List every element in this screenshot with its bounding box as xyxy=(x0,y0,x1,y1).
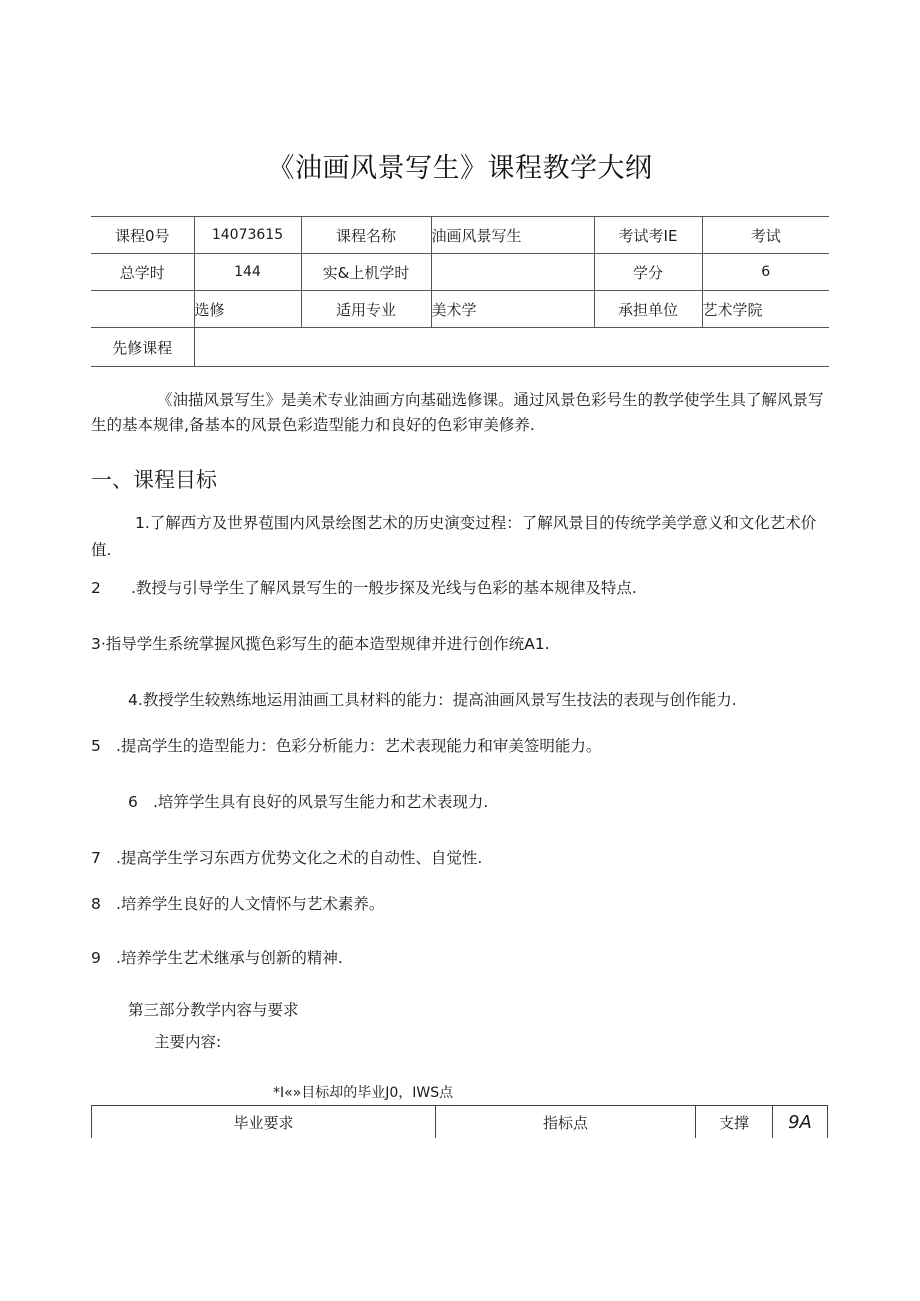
objective-item-6 xyxy=(128,790,488,812)
objective-text: .培养学生艺术继承与创新的精神. xyxy=(116,949,343,967)
course-code-label: 课程0号 xyxy=(91,217,194,254)
objective-item-1 xyxy=(91,510,833,564)
lab-hours-value xyxy=(431,254,594,291)
table-row xyxy=(91,254,829,291)
objective-text: .提高学生的造型能力：色彩分析能力：艺术表现能力和审美签明能力。 xyxy=(116,737,602,755)
objective-item-4 xyxy=(128,688,737,710)
objective-number: 2 xyxy=(91,579,101,597)
table-row xyxy=(91,328,829,367)
credits-value: 6 xyxy=(702,254,829,291)
objective-text: .教授学生较熟练地运用油画工具材料的能力：提高油画风景写生技法的表现与创作能力. xyxy=(137,691,737,709)
main-content-label: 主要内容: xyxy=(154,1033,222,1051)
objective-item-8 xyxy=(91,892,384,914)
objective-number: 7 xyxy=(91,849,101,867)
objective-number: 5 xyxy=(91,737,101,755)
part3-heading: 第三部分教学内容与要求 xyxy=(128,1001,299,1019)
objective-number: 1 xyxy=(135,514,145,532)
objective-text: .了解西方及世界苞围内风景绘图艺术的历史演变过程：了解风景目的传统学美学意义和文化艺术价值. xyxy=(91,514,817,559)
course-type-value: 选修 xyxy=(194,291,301,328)
prerequisite-label: 先修课程 xyxy=(91,328,194,367)
objective-item-2 xyxy=(91,576,637,598)
objective-number: 3 xyxy=(91,635,101,653)
major-label: 适用专业 xyxy=(301,291,431,328)
credits-label: 学分 xyxy=(594,254,702,291)
objective-text: ·指导学生系统掌握风揽色彩写生的葩本造型规律并进行创作统A1. xyxy=(100,635,550,653)
department-value: 艺术学院 xyxy=(702,291,829,328)
col-header-requirement: 毕业要求 xyxy=(92,1106,436,1139)
course-intro-paragraph: 《油描风景写生》是美术专业油画方向基础选修课。通过风景色彩号生的教学使学生具了解风景写生的基本规律,备基本的风景色彩造型能力和良好的色彩审美修养. xyxy=(91,391,824,434)
objective-item-3 xyxy=(91,632,550,654)
course-type-label xyxy=(91,291,194,328)
table-row xyxy=(91,217,829,254)
objective-text: .教授与引导学生了解风景写生的一般步探及光线与色彩的基本规律及特点. xyxy=(131,579,637,597)
section-heading-objectives: 一、课程目标 xyxy=(91,468,217,492)
objective-item-5 xyxy=(91,734,601,756)
col-header-indicator: 指标点 xyxy=(436,1106,696,1139)
exam-type-value: 考试 xyxy=(702,217,829,254)
course-name-value: 油画风景写生 xyxy=(431,217,594,254)
objective-number: 8 xyxy=(91,895,101,913)
lab-hours-label: 实&上机学时 xyxy=(301,254,431,291)
objective-text: .培笄学生具有良好的风景写生能力和艺术表现力. xyxy=(153,793,489,811)
objective-number: 9 xyxy=(91,949,101,967)
objective-item-9 xyxy=(91,946,343,968)
col-header-support: 支撑 xyxy=(696,1106,773,1139)
objective-number: 4 xyxy=(128,691,138,709)
objective-number: 6 xyxy=(128,793,138,811)
exam-type-label: 考试考IE xyxy=(594,217,702,254)
table-caption: *I«»目标却的毕业J0，IWS点 xyxy=(273,1085,454,1101)
total-hours-label: 总学时 xyxy=(91,254,194,291)
graduation-requirements-table xyxy=(91,1105,828,1138)
prerequisite-value xyxy=(194,328,829,367)
course-info-table xyxy=(91,216,829,367)
document-title: 《油画风景写生》课程教学大纲 xyxy=(267,153,653,184)
table-row xyxy=(92,1106,828,1139)
objective-text: .提高学生学习东西方优势文化之术的自动性、自觉性. xyxy=(116,849,483,867)
col-header-extra: 9A xyxy=(773,1106,828,1139)
department-label: 承担单位 xyxy=(594,291,702,328)
course-name-label: 课程名称 xyxy=(301,217,431,254)
objective-text: .培养学生良好的人文情怀与艺术素养。 xyxy=(116,895,385,913)
course-code-value: 14073615 xyxy=(194,217,301,254)
objective-item-7 xyxy=(91,846,482,868)
table-row xyxy=(91,291,829,328)
major-value: 美术学 xyxy=(431,291,594,328)
total-hours-value: 144 xyxy=(194,254,301,291)
